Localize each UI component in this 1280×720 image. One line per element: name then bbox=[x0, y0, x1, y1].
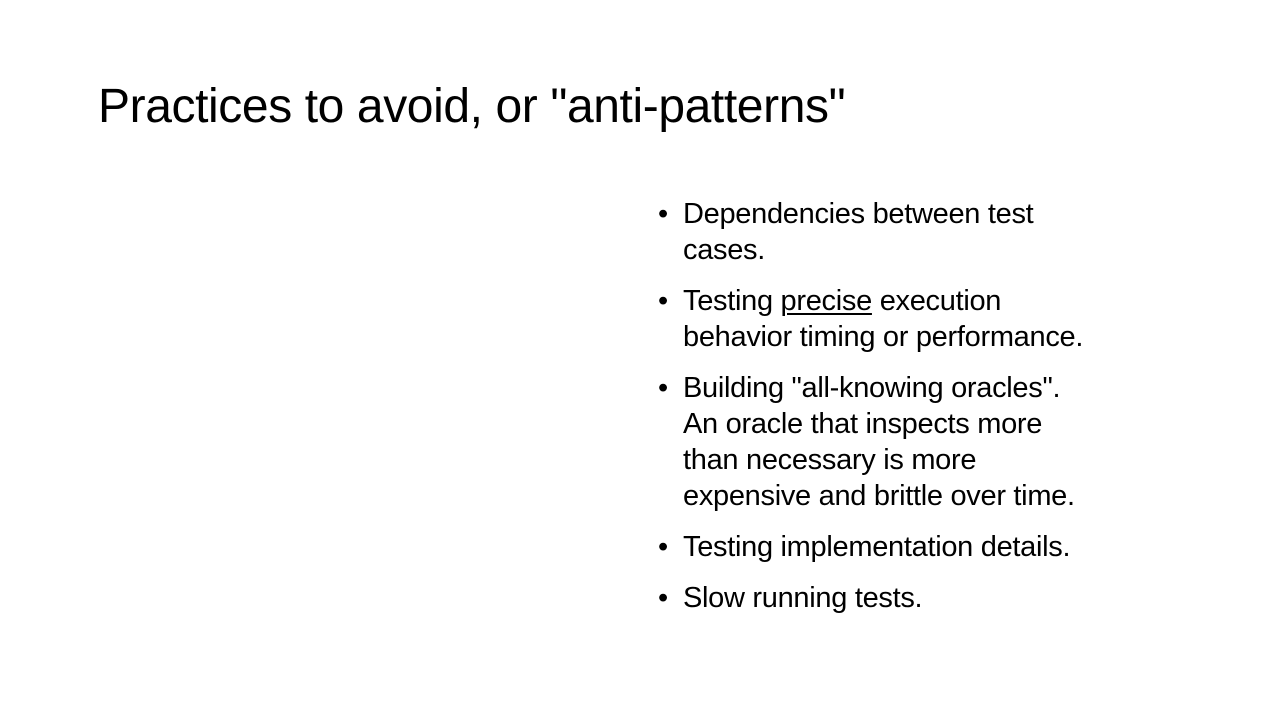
bullet-text-line: Dependencies between test bbox=[683, 198, 1034, 230]
bullet-text-line: Slow running tests. bbox=[683, 582, 923, 614]
bullet-icon: • bbox=[658, 372, 668, 404]
bullet-item bbox=[658, 283, 1218, 355]
bullet-text-line: cases. bbox=[683, 234, 766, 266]
bullet-text-line: An oracle that inspects more bbox=[683, 408, 1043, 440]
bullet-text-line: Building "all-knowing oracles". bbox=[683, 372, 1061, 404]
bullet-text-line: than necessary is more bbox=[683, 444, 977, 476]
bullet-text-line: behavior timing or performance. bbox=[683, 321, 1084, 353]
slide-title: Practices to avoid, or "anti-patterns" bbox=[98, 80, 846, 133]
bullet-item bbox=[658, 370, 1218, 514]
bullet-icon: • bbox=[658, 531, 668, 563]
bullet-text-segment: Testing bbox=[683, 285, 781, 317]
bullet-text-line: Testing implementation details. bbox=[683, 531, 1071, 563]
bullet-item bbox=[658, 529, 1218, 565]
underlined-emphasis: precise bbox=[780, 285, 872, 317]
bullet-icon: • bbox=[658, 582, 668, 614]
bullet-icon: • bbox=[658, 198, 668, 230]
bullet-item bbox=[658, 196, 1218, 268]
bullet-icon: • bbox=[658, 285, 668, 317]
bullet-text-line: expensive and brittle over time. bbox=[683, 480, 1075, 512]
bullet-list bbox=[658, 196, 1218, 631]
bullet-text-line bbox=[683, 283, 1218, 319]
bullet-text-segment: execution bbox=[871, 285, 1002, 317]
bullet-item bbox=[658, 580, 1218, 616]
